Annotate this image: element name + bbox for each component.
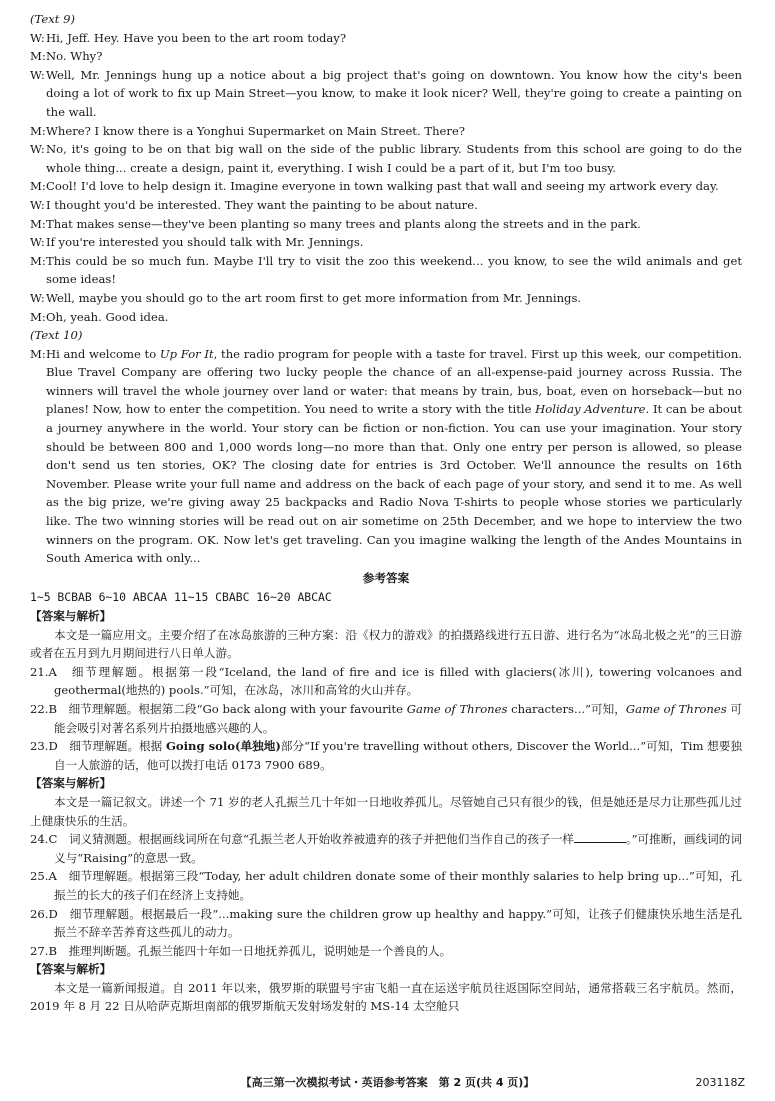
dialogue-text: That makes sense—they've been planting so many trees and plants along the streets and in the park. xyxy=(46,216,641,231)
speaker: M: xyxy=(30,253,46,268)
dialogue-line xyxy=(30,47,742,66)
dialogue-text: Well, maybe you should go to the art room first to get more information from Mr. Jennings. xyxy=(46,290,582,305)
dialogue-line xyxy=(30,122,742,141)
speaker: M: xyxy=(30,216,46,231)
footer-title: 【高三第一次模拟考试・英语参考答案 第 2 页(共 4 页)】 xyxy=(240,1076,535,1089)
answer-heading: 参考答案 xyxy=(362,570,410,585)
dialogue-text: I thought you'd be interested. They want the painting to be about nature. xyxy=(46,197,478,212)
answer-22: 22.B 细节理解题。根据第二段“Go back along with your favourite Game of Thrones characters...”可知，Game of Thrones 可能会吸引对著名系列片拍摄地感兴趣的人。 xyxy=(30,701,742,735)
answer-24: 24.C 词义猜测题。根据画线词所在句意“孔振兰老人开始收养被遗弃的孩子并把他们当作自己的孩子一样 。”可推断，画线词的词义与“Raising”的意思一致。 xyxy=(30,832,742,865)
text10-monologue: M:Hi and welcome to Up For It, the radio program for people with a taste for travel. First up this week, our competition. Blue Travel Company are offering two lucky people the chance of an all-expense-paid journey across Russia. The winners will travel the whole journey over land or water: that means by train, bus, boat, even on horseback—but no planes! Now, how to enter the competition. You need to write a story with the title Holiday Adventure. It can be about a journey anywhere in the world. Your story can be fiction or non-fiction. You can use your imagination. Your story should be between 800 and 1,000 words long—no more than that. Only one entry per person is allowed, so please don't send us ten stories, OK? The closing date for entries is 3rd October. We'll announce the results on 16th November. Please write your full name and address on the back of each page of your story, and send it to me. As well as the big prize, we're giving away 25 backpacks and Radio Nova T-shirts to people whose stories we particularly like. The two winning stories will be read out on air sometime on 25th December, and we hope to interview the two winners on the program. OK. Now let's get traveling. Can you imagine walking the length of the Andes Mountains in South America with only... xyxy=(30,346,743,566)
dialogue-line xyxy=(30,252,742,289)
answer-23: 23.D 细节理解题。根据 Going solo(单独地)部分“If you're travelling without others, Discover the World...”可知，Tim 想要独自一人旅游的话，他可以拨打电话 0173 7900 689。 xyxy=(30,739,742,772)
text9-label: (Text 9) xyxy=(30,12,75,26)
dialogue-line xyxy=(30,177,742,196)
underlined-blank xyxy=(574,830,626,843)
dialogue-text: Hi, Jeff. Hey. Have you been to the art room today? xyxy=(46,30,347,45)
dialogue-line xyxy=(30,215,742,234)
dialogue-line xyxy=(30,140,742,177)
section-b-title: 【答案与解析】 xyxy=(30,776,112,791)
dialogue-line xyxy=(30,66,742,122)
speaker: M: xyxy=(30,123,46,138)
answer-26: 26.D 细节理解题。根据最后一段“...making sure the children grow up healthy and happy.”可知，让孩子们健康快乐地生活是孔振兰不辞辛苦养育这些孤儿的动力。 xyxy=(30,906,742,940)
dialogue-text: Where? I know there is a Yonghui Supermarket on Main Street. There? xyxy=(46,123,466,138)
speaker: M: xyxy=(30,346,46,361)
dialogue-line xyxy=(30,29,742,48)
dialogue-text: Oh, yeah. Good idea. xyxy=(46,309,169,324)
dialogue-line xyxy=(30,308,742,327)
dialogue-text: No. Why? xyxy=(46,49,103,64)
speaker: W: xyxy=(30,235,45,250)
answer-key: 1~5 BCBAB 6~10 ABCAA 11~15 CBABC 16~20 ABCAC xyxy=(30,590,332,605)
dialogue-text: Cool! I'd love to help design it. Imagine everyone in town walking past that wall and seeing my artwork every day. xyxy=(46,179,719,194)
dialogue-text: This could be so much fun. Maybe I'll try to visit the zoo this weekend... you know, to see the wild animals and get some ideas! xyxy=(46,253,742,287)
text10-label: (Text 10) xyxy=(30,328,83,343)
speaker: M: xyxy=(30,179,46,194)
dialogue-text: No, it's going to be on that big wall on the side of the public library. Students from this school are going to do the whole thing... create a design, paint it, everything. I wish I could be a part of it, but I'm too busy. xyxy=(46,142,742,175)
dialogue-text: If you're interested you should talk with Mr. Jennings. xyxy=(46,235,364,250)
footer-code: 203118Z xyxy=(695,1076,745,1089)
speaker: M: xyxy=(30,309,46,324)
section-c-intro: 本文是一篇新闻报道。自 2011 年以来，俄罗斯的联盟号宇宙飞船一直在运送宇航员往返国际空间站，通常搭载三名宇航员。然而，2019 年 8 月 22 日从哈萨克斯坦南部的俄罗斯航天发射场发射的 MS-14 太空舱只 xyxy=(30,980,742,1014)
answer-27: 27.B 推理判断题。孔振兰能四十年如一日地抚养孤儿，说明她是一个善良的人。 xyxy=(30,943,452,958)
section-b-intro: 本文是一篇记叙文。讲述一个 71 岁的老人孔振兰几十年如一日地收养孤儿。尽管她自己只有很少的钱，但是她还是尽力让那些孤儿过上健康快乐的生活。 xyxy=(30,794,742,828)
answer-21: 21.A 细节理解题。根据第一段“Iceland, the land of fire and ice is filled with glaciers(冰川), towering volcanoes and geothermal(地热的) pools.”可知，在冰岛，冰川和高耸的火山并存。 xyxy=(30,664,742,698)
dialogue-line xyxy=(30,233,742,252)
section-c-title: 【答案与解析】 xyxy=(30,962,112,977)
section-a-intro: 本文是一篇应用文。主要介绍了在冰岛旅游的三种方案：沿《权力的游戏》的拍摄路线进行五日游、进行名为“冰岛北极之光”的三日游或者在五月到九月期间进行八日单人游。 xyxy=(30,627,742,661)
speaker: W: xyxy=(30,290,45,305)
story-title: Holiday Adventure xyxy=(535,402,646,417)
speaker: W: xyxy=(30,142,45,157)
dialogue-text: Well, Mr. Jennings hung up a notice about a big project that's going on downtown. You know how the city's been doing a lot of work to fix up Main Street—you know, to make it look nicer? Well, they're going to create a painting on the wall. xyxy=(46,67,742,119)
dialogue-line xyxy=(30,196,742,215)
speaker: W: xyxy=(30,67,45,82)
text9-dialogue xyxy=(30,29,742,327)
speaker: W: xyxy=(30,197,45,212)
speaker: M: xyxy=(30,49,46,64)
section-a-title: 【答案与解析】 xyxy=(30,609,112,623)
document-page xyxy=(30,10,742,1016)
answer-25: 25.A 细节理解题。根据第三段“Today, her adult children donate some of their monthly salaries to help bring up...”可知，孔振兰的长大的孩子们在经济上支持她。 xyxy=(30,869,742,902)
dialogue-line xyxy=(30,289,742,308)
program-title: Up For It xyxy=(159,346,214,361)
speaker: W: xyxy=(30,30,45,45)
